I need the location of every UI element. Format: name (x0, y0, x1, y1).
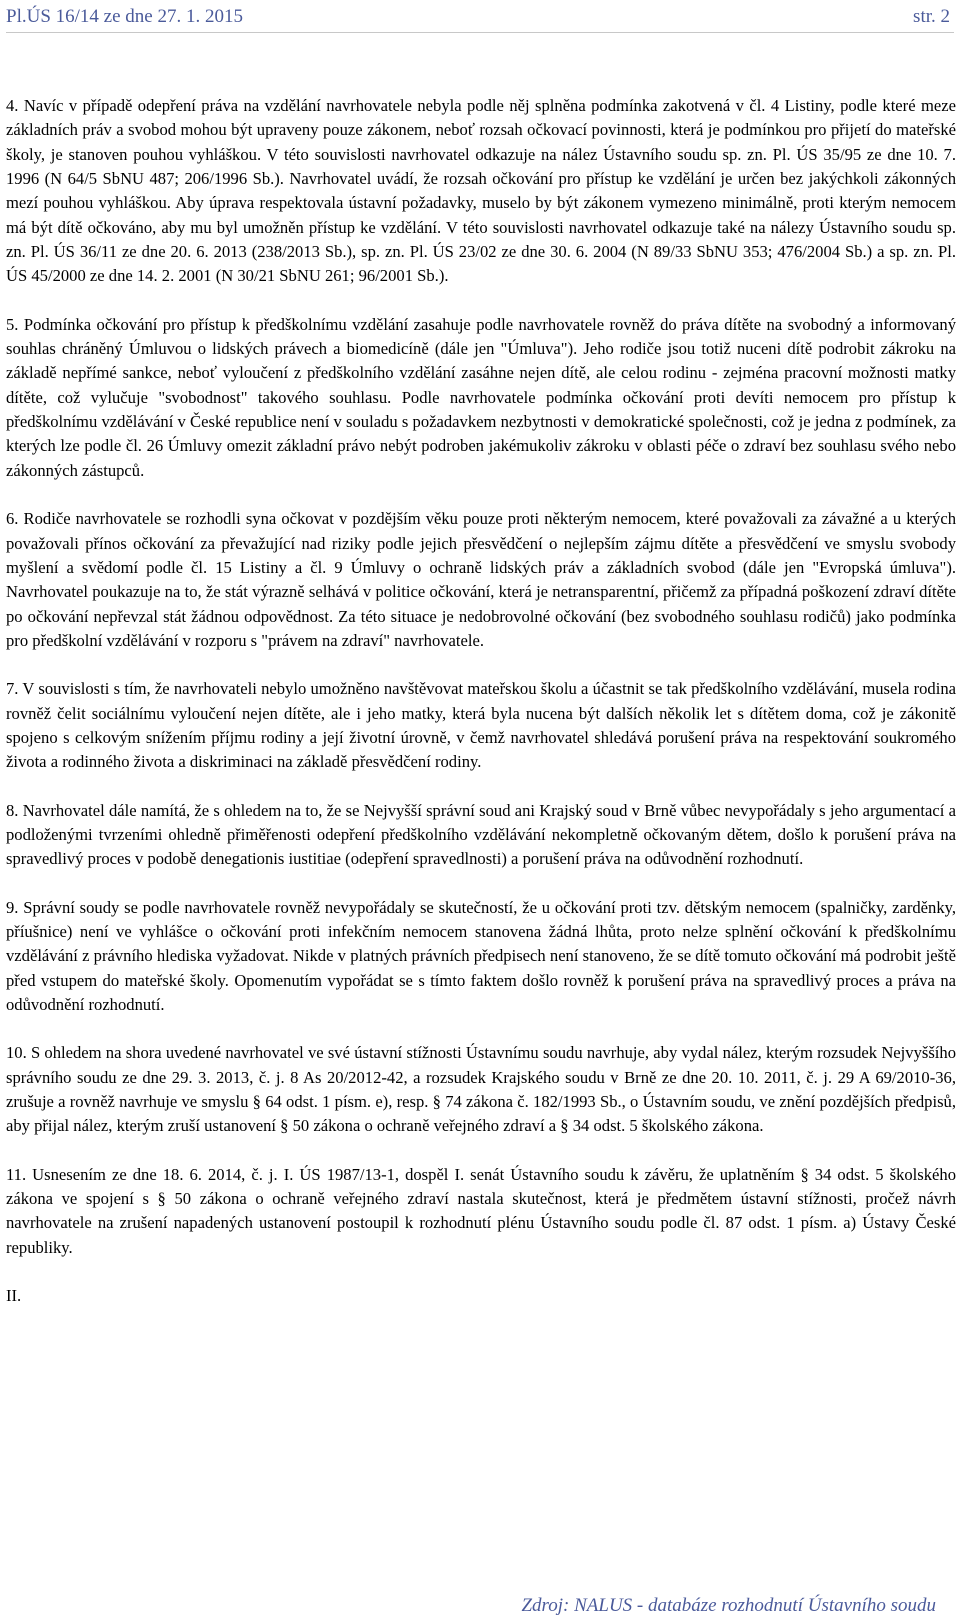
paragraph-7: 7. V souvislosti s tím, že navrhovateli nebylo umožněno navštěvovat mateřskou školu a účastnit se tak předškolního vzdělávání, musela rodina rovněž čelit sociálnímu vyloučení nejen dítěte, ale i jeho matky, která byla nucena být dalších několik let s dítětem doma, což je zákonitě spojeno s celkovým snížením příjmu rodiny a její životní úrovně, v čemž navrhovatel shledává porušení práva na respektování soukromého života a rodinného života a diskriminaci na základě přesvědčení rodiny. (6, 679, 956, 772)
page-header (6, 4, 954, 33)
document-body (6, 94, 956, 1332)
case-reference: Pl.ÚS 16/14 ze dne 27. 1. 2015 (6, 6, 243, 27)
paragraph-9: 9. Správní soudy se podle navrhovatele rovněž nevypořádaly se skutečností, že u očkování proti tzv. dětským nemocem (spalničky, zarděnky, příušnice) není ve vyhlášce o očkování proti infekčním nemocem stanovena žádná lhůta, proto nelze splnění očkování k předškolnímu vzdělávání z právního hlediska vyžadovat. Nikde v platných právních předpisech není stanoveno, že se dítě tomuto očkování má podrobit ještě před vstupem do mateřské školy. Opomenutím vypořádat se s tímto faktem došlo rovněž k porušení práva na spravedlivý proces a práva na odůvodnění rozhodnutí. (6, 897, 956, 1014)
paragraph-4: 4. Navíc v případě odepření práva na vzdělání navrhovatele nebyla podle něj splněna podmínka zakotvená v čl. 4 Listiny, podle které meze základních práv a svobod mohou být upraveny pouze zákonem, neboť rozsah očkovací povinnosti, která je podmínkou pro přijetí do mateřské školy, je stanoven pouhou vyhláškou. V této souvislosti navrhovatel odkazuje na nález Ústavního soudu sp. zn. Pl. ÚS 35/95 ze dne 10. 7. 1996 (N 64/5 SbNU 487; 206/1996 Sb.). Navrhovatel uvádí, že rozsah očkování pro přístup ke vzdělání je určen bez jakýchkoli zákonných mezí pouhou vyhláškou. Aby úprava respektovala ústavní požadavky, muselo by být zákonem vymezeno minimálně, proti kterým nemocem má být dítě očkováno, aby mu byl umožněn přístup ke vzdělání. V této souvislosti navrhovatel odkazuje také na nálezy Ústavního soudu sp. zn. Pl. ÚS 36/11 ze dne 20. 6. 2013 (238/2013 Sb.), sp. zn. Pl. ÚS 23/02 ze dne 30. 6. 2004 (N 89/33 SbNU 353; 476/2004 Sb.) a sp. zn. Pl. ÚS 45/2000 ze dne 14. 2. 2001 (N 30/21 SbNU 261; 96/2001 Sb.). (6, 96, 956, 286)
source-footer: Zdroj: NALUS - databáze rozhodnutí Ústavního soudu (521, 1595, 936, 1616)
paragraph-10: 10. S ohledem na shora uvedené navrhovatel ve své ústavní stížnosti Ústavnímu soudu navrhuje, aby vydal nález, kterým rozsudek Nejvyššího správního soudu ze dne 29. 3. 2013, č. j. 8 As 20/2012-42, a rozsudek Krajského soudu v Brně ze dne 20. 10. 2011, č. j. 29 A 69/2010-36, zrušuje a rovněž navrhuje ve smyslu § 64 odst. 1 písm. e), resp. § 74 zákona č. 182/1993 Sb., o Ústavním soudu, ve znění pozdějších předpisů, aby přijal nález, kterým zruší ustanovení § 50 zákona o ochraně veřejného zdraví a § 34 odst. 5 školského zákona. (6, 1043, 956, 1136)
section-heading-ii: II. (6, 1286, 22, 1306)
paragraph-5: 5. Podmínka očkování pro přístup k předškolnímu vzdělání zasahuje podle navrhovatele rovněž do práva dítěte na svobodný a informovaný souhlas chráněný Úmluvou o lidských právech a biomedicíně (dále jen "Úmluva"). Jeho rodiče jsou totiž nuceni dítě podrobit zákroku na základě nepřímé sankce, neboť vyloučení z předškolního vzdělání zasáhne nejen dítě, ale celou rodinu - zejména pracovní možnosti matky dítěte, což vylučuje "svobodnost" takového souhlasu. Podle navrhovatele podmínka očkování proti devíti nemocem pro přístup k předškolnímu vzdělávání v České republice není v souladu s požadavkem nezbytnosti v demokratické společnosti, což je jedna z podmínek, za kterých lze podle čl. 26 Úmluvy omezit základní právo nebýt podroben jakémukoliv zákroku v oblasti péče o zdraví bez souhlasu svého nebo zákonných zástupců. (6, 314, 956, 480)
paragraph-6: 6. Rodiče navrhovatele se rozhodli syna očkovat v pozdějším věku pouze proti některým nemocem, které považovali za závažné a u kterých považovali přínos očkování za převažující nad riziky podle jejich přesvědčení o nejlepším zájmu dítěte a přesvědčení ve smyslu svobody myšlení a svědomí podle čl. 15 Listiny a čl. 9 Úmluvy o ochraně lidských práv a základních svobod (dále jen "Evropská úmluva"). Navrhovatel poukazuje na to, že stát výrazně selhává v politice očkování, která je netransparentní, přičemž za případná poškození zdraví dítěte po očkování nepřevzal stát žádnou odpovědnost. Za této situace je nedobrovolné očkování (bez svobodného souhlasu rodičů) jako podmínka pro předškolní vzdělávání v rozporu s "právem na zdraví" navrhovatele. (6, 509, 956, 650)
page-number: str. 2 (913, 6, 950, 27)
paragraph-11: 11. Usnesením ze dne 18. 6. 2014, č. j. I. ÚS 1987/13-1, dospěl I. senát Ústavního soudu k závěru, že uplatněním § 34 odst. 5 školského zákona ve spojení s § 50 zákona o ochraně veřejného zdraví nastala skutečnost, která je předmětem ústavní stížnosti, pročež návrh navrhovatele na zrušení napadených ustanovení postoupil k rozhodnutí plénu Ústavního soudu podle čl. 87 odst. 1 písm. a) Ústavy České republiky. (6, 1164, 956, 1257)
paragraph-8: 8. Navrhovatel dále namítá, že s ohledem na to, že se Nejvyšší správní soud ani Krajský soud v Brně vůbec nevypořádaly s jeho argumentací a podloženými tvrzeními ohledně přiměřenosti odepření předškolního vzdělávání nekompletně očkovaným dětem, došlo k porušení práva na spravedlivý proces v podobě denegationis iustitiae (odepření spravedlnosti) a porušení práva na odůvodnění rozhodnutí. (6, 800, 956, 869)
